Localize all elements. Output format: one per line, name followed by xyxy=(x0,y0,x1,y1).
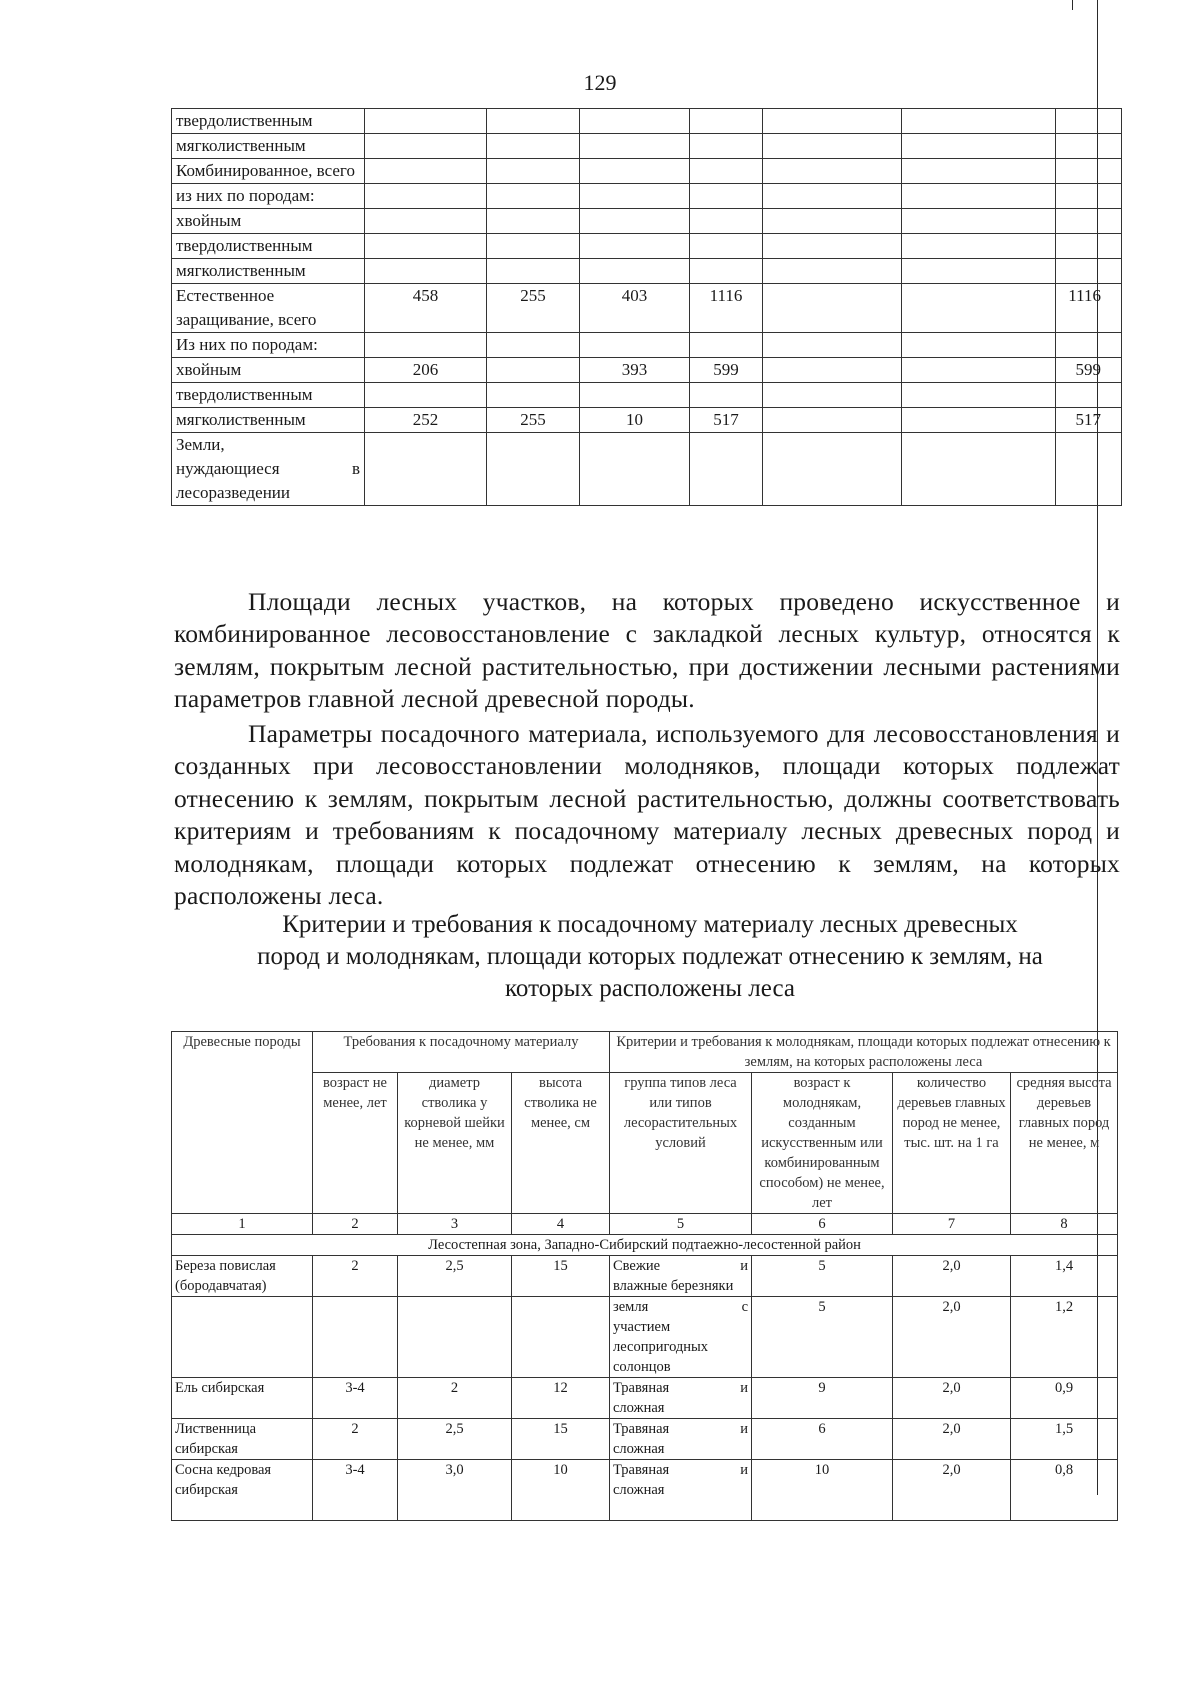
species-cell xyxy=(172,1297,313,1378)
table-cell xyxy=(1056,109,1122,134)
header-young-stands: Критерии и требования к молоднякам, площади которых подлежат отнесению к землям, на которых расположены леса xyxy=(610,1032,1118,1073)
forest-type-cell xyxy=(610,1419,752,1460)
row-label: твердолиственным xyxy=(172,234,365,259)
table-cell xyxy=(580,234,690,259)
table-cell: 403 xyxy=(580,284,690,333)
header-species: Древесные породы xyxy=(172,1032,313,1214)
count-cell: 2,0 xyxy=(893,1419,1011,1460)
header-row xyxy=(172,1032,1118,1073)
age-cell: 3-4 xyxy=(313,1460,398,1521)
forest-type-line: сложная xyxy=(613,1441,665,1457)
avg-height-cell: 1,2 xyxy=(1011,1297,1118,1378)
table-row xyxy=(172,1297,1118,1378)
table-cell xyxy=(487,109,580,134)
column-number: 6 xyxy=(752,1214,893,1235)
young-age-cell: 9 xyxy=(752,1378,893,1419)
table-cell xyxy=(763,159,902,184)
table-cell xyxy=(487,134,580,159)
forest-type-word: земля xyxy=(613,1299,649,1315)
table-cell: 599 xyxy=(690,358,763,383)
table-cell xyxy=(902,234,1056,259)
header-cell: возраст к молоднякам, созданным искусственным или комбинированным способом) не менее, лет xyxy=(752,1073,893,1214)
table-cell xyxy=(902,383,1056,408)
forest-type-word: и xyxy=(740,1258,748,1274)
forest-type-word: Травяная xyxy=(613,1462,670,1478)
table-row xyxy=(172,1378,1118,1419)
table-cell xyxy=(365,109,487,134)
table-cell xyxy=(902,184,1056,209)
species-cell: Береза повислая (бородавчатая) xyxy=(172,1256,313,1297)
table-row xyxy=(172,408,1122,433)
row-label: Комбинированное, всего xyxy=(172,159,365,184)
table-cell xyxy=(487,333,580,358)
column-number: 5 xyxy=(610,1214,752,1235)
table-row xyxy=(172,259,1122,284)
column-number: 3 xyxy=(398,1214,512,1235)
diameter-cell: 3,0 xyxy=(398,1460,512,1521)
table-cell xyxy=(763,383,902,408)
row-label-line xyxy=(176,457,360,481)
table-heading xyxy=(180,909,1120,1005)
row-label-line: лесоразведении xyxy=(176,483,290,502)
table-cell xyxy=(902,259,1056,284)
table-cell: 255 xyxy=(487,408,580,433)
table-row xyxy=(172,134,1122,159)
forest-type-line xyxy=(613,1256,748,1276)
table-cell xyxy=(580,259,690,284)
table-cell xyxy=(902,109,1056,134)
avg-height-cell: 1,4 xyxy=(1011,1256,1118,1297)
table-cell xyxy=(690,433,763,506)
header-row xyxy=(172,1073,1118,1214)
table-cell xyxy=(902,408,1056,433)
table-cell: 206 xyxy=(365,358,487,383)
forest-type-line xyxy=(613,1419,748,1439)
forest-type-word: и xyxy=(740,1462,748,1478)
table-cell xyxy=(763,259,902,284)
column-number: 8 xyxy=(1011,1214,1118,1235)
table-cell xyxy=(1056,234,1122,259)
diameter-cell: 2 xyxy=(398,1378,512,1419)
header-cell: группа типов леса или типов лесорастительных условий xyxy=(610,1073,752,1214)
header-cell: возраст не менее, лет xyxy=(313,1073,398,1214)
table-cell xyxy=(902,209,1056,234)
table-cell: 10 xyxy=(580,408,690,433)
table-row xyxy=(172,234,1122,259)
young-age-cell: 6 xyxy=(752,1419,893,1460)
body-paragraph: Площади лесных участков, на которых проведено искусственное и комбинированное лесовосстановление с закладкой лесных культур, относятся к землям, покрытым лесной растительностью, при достижении лесными растениями параметров главной лесной древесной породы. xyxy=(174,586,1120,713)
forest-type-line xyxy=(613,1297,748,1317)
table-cell xyxy=(902,433,1056,506)
table-cell xyxy=(1056,209,1122,234)
forest-type-line: сложная xyxy=(613,1400,665,1416)
table-cell xyxy=(763,134,902,159)
table-row xyxy=(172,284,1122,333)
count-cell: 2,0 xyxy=(893,1256,1011,1297)
row-label: мягколиственным xyxy=(172,134,365,159)
table-cell xyxy=(690,234,763,259)
table-cell: 517 xyxy=(1056,408,1122,433)
forest-type-line xyxy=(613,1460,748,1480)
table-cell xyxy=(690,159,763,184)
table-cell: 252 xyxy=(365,408,487,433)
zone-label: Лесостепная зона, Западно-Сибирский подтаежно-лесостенной район xyxy=(172,1235,1118,1256)
table-cell xyxy=(902,159,1056,184)
table-cell xyxy=(763,408,902,433)
body-paragraph: Параметры посадочного материала, используемого для лесовосстановления и созданных при лесовосстановлении молодняков, площади которых подлежат отнесению к землям, покрытым лесной растительностью, должны соответствовать критериям и требованиям к посадочному материалу лесных древесных пород и молоднякам, площади которых подлежат отнесению к землям, на которых расположены леса. xyxy=(174,718,1120,910)
forest-type-line xyxy=(613,1378,748,1398)
row-label: твердолиственным xyxy=(172,109,365,134)
table-cell xyxy=(580,383,690,408)
forest-type-line: участием лесопригодных солонцов xyxy=(613,1319,709,1375)
table-cell xyxy=(1056,159,1122,184)
zone-row xyxy=(172,1235,1118,1256)
count-cell: 2,0 xyxy=(893,1460,1011,1521)
table-cell xyxy=(1056,134,1122,159)
header-cell: количество деревьев главных пород не менее, тыс. шт. на 1 га xyxy=(893,1073,1011,1214)
forest-type-line: влажные березняки xyxy=(613,1278,734,1294)
count-cell: 2,0 xyxy=(893,1297,1011,1378)
column-number: 7 xyxy=(893,1214,1011,1235)
table-cell xyxy=(763,209,902,234)
row-label: из них по породам: xyxy=(172,184,365,209)
table-cell xyxy=(487,159,580,184)
row-label-line: Земли, xyxy=(176,435,225,454)
table-cell xyxy=(1056,184,1122,209)
table-cell xyxy=(487,383,580,408)
table-row xyxy=(172,1256,1118,1297)
table-cell xyxy=(902,134,1056,159)
column-number: 2 xyxy=(313,1214,398,1235)
table-cell xyxy=(1056,259,1122,284)
table-row xyxy=(172,159,1122,184)
table-row xyxy=(172,184,1122,209)
table-cell xyxy=(902,284,1056,333)
table-cell: 517 xyxy=(690,408,763,433)
heading-line: которых расположены леса xyxy=(505,975,795,1002)
species-cell: Сосна кедровая сибирская xyxy=(172,1460,313,1521)
table-cell xyxy=(365,134,487,159)
table-row xyxy=(172,433,1122,506)
table-cell xyxy=(1056,433,1122,506)
row-label: мягколиственным xyxy=(172,259,365,284)
table-cell xyxy=(902,333,1056,358)
table-cell xyxy=(690,259,763,284)
row-label: мягколиственным xyxy=(172,408,365,433)
table-cell xyxy=(1056,333,1122,358)
height-cell: 10 xyxy=(512,1460,610,1521)
forest-type-word: с xyxy=(741,1299,748,1315)
table-cell xyxy=(365,159,487,184)
scan-top-mark xyxy=(1072,0,1073,10)
table-row xyxy=(172,333,1122,358)
age-cell: 3-4 xyxy=(313,1378,398,1419)
table-cell xyxy=(690,333,763,358)
young-age-cell: 5 xyxy=(752,1256,893,1297)
table-cell: 1116 xyxy=(690,284,763,333)
table-row xyxy=(172,383,1122,408)
table-row xyxy=(172,1419,1118,1460)
avg-height-cell: 0,8 xyxy=(1011,1460,1118,1521)
count-cell: 2,0 xyxy=(893,1378,1011,1419)
age-cell xyxy=(313,1297,398,1378)
table-cell: 393 xyxy=(580,358,690,383)
forest-type-cell xyxy=(610,1378,752,1419)
table-row xyxy=(172,109,1122,134)
table-cell xyxy=(580,109,690,134)
table-cell: 458 xyxy=(365,284,487,333)
column-number: 1 xyxy=(172,1214,313,1235)
table-row xyxy=(172,209,1122,234)
table-cell xyxy=(763,433,902,506)
table-cell xyxy=(580,209,690,234)
table-cell xyxy=(763,234,902,259)
row-label: твердолиственным xyxy=(172,383,365,408)
diameter-cell: 2,5 xyxy=(398,1419,512,1460)
age-cell: 2 xyxy=(313,1419,398,1460)
forest-type-word: Свежие xyxy=(613,1258,661,1274)
young-age-cell: 5 xyxy=(752,1297,893,1378)
table-cell xyxy=(487,259,580,284)
table-cell xyxy=(763,333,902,358)
row-label-word: нуждающиеся xyxy=(176,459,280,478)
row-label: хвойным xyxy=(172,209,365,234)
header-cell: средняя высота деревьев главных пород не менее, м xyxy=(1011,1073,1118,1214)
row-label xyxy=(172,433,365,506)
table-cell xyxy=(690,134,763,159)
table-cell xyxy=(902,358,1056,383)
header-cell: высота стволика не менее, см xyxy=(512,1073,610,1214)
table-cell xyxy=(365,383,487,408)
forest-type-cell xyxy=(610,1256,752,1297)
table-cell xyxy=(580,433,690,506)
table-cell xyxy=(690,209,763,234)
height-cell: 12 xyxy=(512,1378,610,1419)
table-cell xyxy=(763,184,902,209)
table-cell xyxy=(487,433,580,506)
table-row xyxy=(172,1460,1118,1521)
table-cell xyxy=(365,333,487,358)
forest-type-cell xyxy=(610,1460,752,1521)
forest-type-word: и xyxy=(740,1380,748,1396)
height-cell xyxy=(512,1297,610,1378)
avg-height-cell: 0,9 xyxy=(1011,1378,1118,1419)
table-cell xyxy=(690,184,763,209)
table-cell xyxy=(763,358,902,383)
table-cell xyxy=(487,234,580,259)
table-cell: 1116 xyxy=(1056,284,1122,333)
table-cell xyxy=(487,184,580,209)
table-cell xyxy=(580,134,690,159)
table-cell xyxy=(365,259,487,284)
diameter-cell xyxy=(398,1297,512,1378)
height-cell: 15 xyxy=(512,1419,610,1460)
table-cell xyxy=(1056,383,1122,408)
table-cell xyxy=(487,358,580,383)
heading-line: Критерии и требования к посадочному материалу лесных древесных xyxy=(282,911,1018,938)
forest-type-word: Травяная xyxy=(613,1421,670,1437)
header-planting-material: Требования к посадочному материалу xyxy=(313,1032,610,1073)
table-cell xyxy=(690,109,763,134)
table-cell xyxy=(365,234,487,259)
forest-type-cell xyxy=(610,1297,752,1378)
row-label: Естественное заращивание, всего xyxy=(172,284,365,333)
table-cell xyxy=(690,383,763,408)
criteria-table xyxy=(171,1031,1118,1521)
table-cell xyxy=(580,159,690,184)
land-area-table xyxy=(171,108,1122,506)
diameter-cell: 2,5 xyxy=(398,1256,512,1297)
table-cell: 255 xyxy=(487,284,580,333)
row-label: Из них по породам: xyxy=(172,333,365,358)
table-cell xyxy=(763,284,902,333)
forest-type-word: Травяная xyxy=(613,1380,670,1396)
heading-line: пород и молоднякам, площади которых подлежат отнесению к землям, на xyxy=(257,943,1043,970)
avg-height-cell: 1,5 xyxy=(1011,1419,1118,1460)
row-label-word: в xyxy=(351,459,360,478)
page-number: 129 xyxy=(583,70,617,95)
table-cell xyxy=(763,109,902,134)
young-age-cell: 10 xyxy=(752,1460,893,1521)
table-cell xyxy=(487,209,580,234)
table-row xyxy=(172,358,1122,383)
table-cell xyxy=(365,184,487,209)
forest-type-word: и xyxy=(740,1421,748,1437)
row-label: хвойным xyxy=(172,358,365,383)
column-number-row xyxy=(172,1214,1118,1235)
table-cell xyxy=(580,184,690,209)
species-cell: Ель сибирская xyxy=(172,1378,313,1419)
height-cell: 15 xyxy=(512,1256,610,1297)
table-cell xyxy=(365,433,487,506)
forest-type-line: сложная xyxy=(613,1482,665,1498)
header-cell: диаметр стволика у корневой шейки не менее, мм xyxy=(398,1073,512,1214)
table-cell xyxy=(580,333,690,358)
age-cell: 2 xyxy=(313,1256,398,1297)
table-cell xyxy=(365,209,487,234)
table-cell: 599 xyxy=(1056,358,1122,383)
column-number: 4 xyxy=(512,1214,610,1235)
species-cell: Лиственница сибирская xyxy=(172,1419,313,1460)
